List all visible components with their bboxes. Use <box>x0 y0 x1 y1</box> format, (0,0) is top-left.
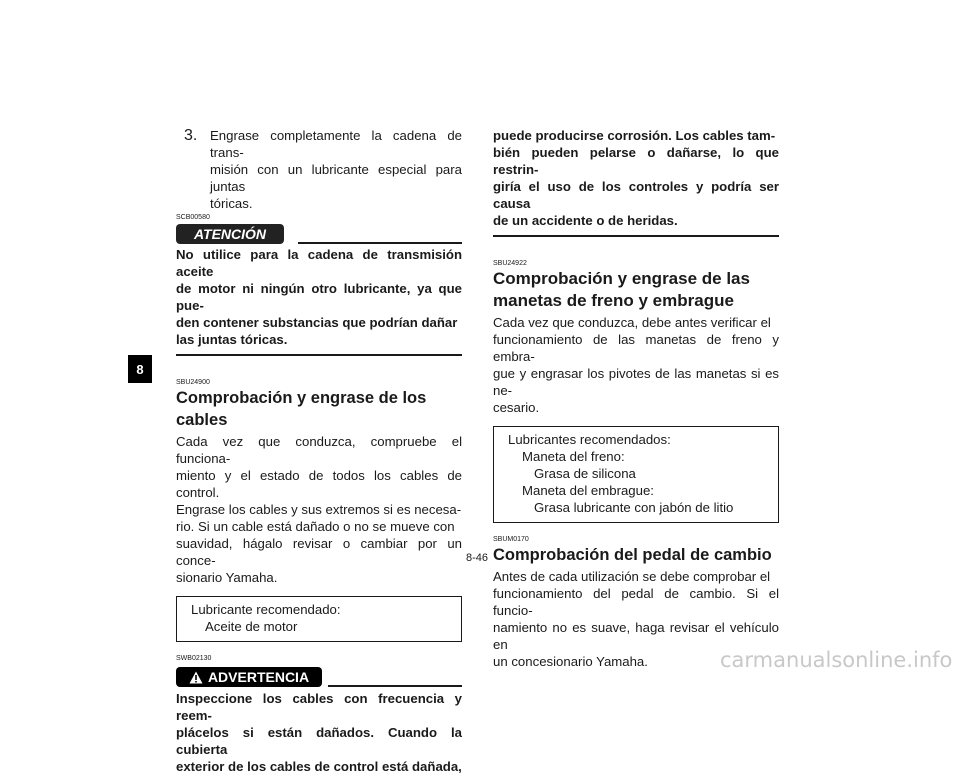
warning-continued <box>493 127 779 229</box>
caution-badge <box>176 224 284 244</box>
body-line: funcionamiento del pedal de cambio. Si el funcio- <box>493 586 779 618</box>
divider <box>493 235 779 237</box>
section-title-pedal: Comprobación del pedal de cambio <box>493 546 772 564</box>
caution-text <box>176 246 462 348</box>
step-line: Engrase completamente la cadena de trans- <box>210 128 462 160</box>
body-line: rio. Si un cable está dañado o no se mueve con <box>176 519 455 534</box>
lubricant-box-title: Lubricante recomendado: <box>191 602 341 617</box>
page-number: 8-46 <box>466 552 489 564</box>
warning-line: plácelos si están dañados. Cuando la cubierta <box>176 725 462 757</box>
left-column <box>176 127 462 775</box>
warning-triangle-icon <box>189 671 203 684</box>
cables-text <box>176 433 462 586</box>
body-line: cesario. <box>493 400 540 415</box>
step-line: misión con un lubricante especial para juntas <box>210 162 462 194</box>
section-code: SBUM0170 <box>493 536 529 543</box>
section-code: SBU24922 <box>493 260 527 267</box>
body-line: funcionamiento de las manetas de freno y embra- <box>493 332 779 364</box>
step-3 <box>176 127 462 212</box>
step-line: tóricas. <box>210 196 253 211</box>
section-tab: 8 <box>128 355 152 383</box>
title-line: manetas de freno y embrague <box>493 291 734 310</box>
lubricant-box <box>176 596 462 642</box>
warning-line: puede producirse corrosión. Los cables tam- <box>493 128 776 143</box>
title-line: Comprobación y engrase de las <box>493 269 750 288</box>
warning-line: de un accidente o de heridas. <box>493 213 678 228</box>
body-line: un concesionario Yamaha. <box>493 654 648 669</box>
caution-code: SCB00580 <box>176 214 210 221</box>
levers-text <box>493 314 779 416</box>
section-code: SBU24900 <box>176 379 210 386</box>
warning-line: giría el uso de los controles y podría ser causa <box>493 179 779 211</box>
body-line: miento y el estado de todos los cables de control. <box>176 468 462 500</box>
caution-label: ATENCIÓN <box>193 226 267 242</box>
body-line: Antes de cada utilización se debe comprobar el <box>493 569 771 584</box>
warning-badge <box>176 667 322 687</box>
body-line: Cada vez que conduzca, debe antes verificar el <box>493 315 771 330</box>
body-line: suavidad, hágalo revisar o cambiar por un conce- <box>176 536 462 568</box>
caution-line: den contener substancias que podrían dañar <box>176 315 458 330</box>
body-line: gue y engrasar los pivotes de las manetas si es ne- <box>493 366 779 398</box>
warning-header <box>176 667 462 687</box>
divider <box>176 354 462 356</box>
body-line: Cada vez que conduzca, compruebe el funciona- <box>176 434 462 466</box>
brake-lever-value: Grasa de silicona <box>534 466 636 481</box>
lubricants-box <box>493 426 779 523</box>
warning-label: ADVERTENCIA <box>207 669 310 685</box>
warning-code: SWB02130 <box>176 655 212 662</box>
step-number: 3. <box>184 127 198 144</box>
warning-line: Inspeccione los cables con frecuencia y reem- <box>176 691 462 723</box>
body-line: namiento no es suave, haga revisar el vehículo en <box>493 620 779 652</box>
warning-text <box>176 690 462 775</box>
caution-line: No utilice para la cadena de transmisión aceite <box>176 247 462 279</box>
right-column <box>493 127 779 670</box>
caution-line: de motor ni ningún otro lubricante, ya que pue- <box>176 281 462 313</box>
divider <box>298 242 462 244</box>
divider <box>328 685 462 687</box>
lubricants-box-title: Lubricantes recomendados: <box>508 432 671 447</box>
clutch-lever-value: Grasa lubricante con jabón de litio <box>534 500 734 515</box>
warning-line: exterior de los cables de control está dañada, <box>176 759 462 774</box>
caution-line: las juntas tóricas. <box>176 332 288 347</box>
lubricant-item: Aceite de motor <box>205 619 298 634</box>
body-line: Engrase los cables y sus extremos si es necesa- <box>176 502 462 517</box>
section-title-levers <box>493 268 779 312</box>
body-line: sionario Yamaha. <box>176 570 278 585</box>
caution-header <box>176 224 462 244</box>
clutch-lever-label: Maneta del embrague: <box>522 483 654 498</box>
brake-lever-label: Maneta del freno: <box>522 449 625 464</box>
warning-line: bién pueden pelarse o dañarse, lo que restrin- <box>493 145 779 177</box>
watermark: carmanualsonline.info <box>720 648 953 672</box>
section-title-cables: Comprobación y engrase de los cables <box>176 389 427 429</box>
